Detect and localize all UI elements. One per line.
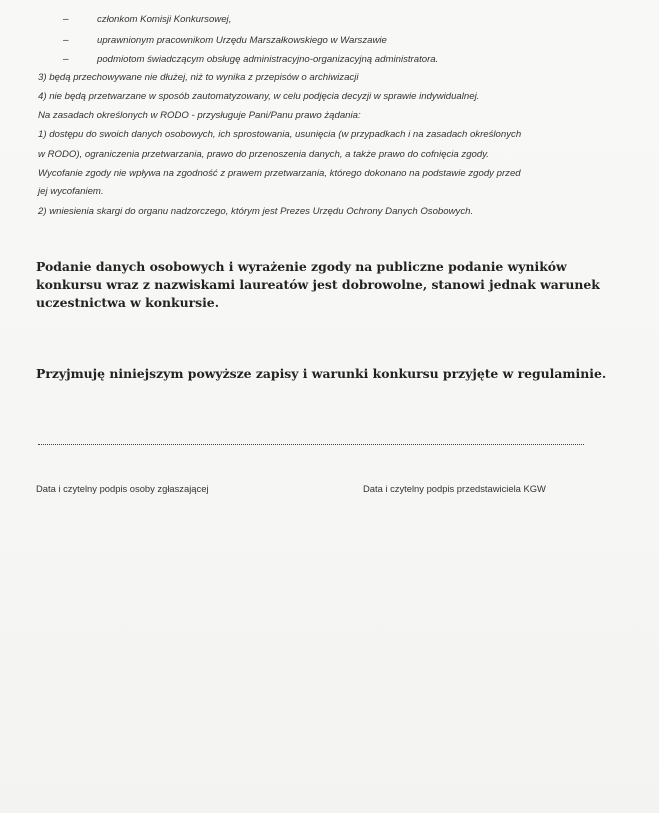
right-1-line: w RODO), ograniczenia przetwarzania, prawo do przenoszenia danych, a także prawo do cofnięcia zgody. (38, 149, 489, 160)
signature-line (38, 444, 584, 445)
acceptance-statement: Przyjmuję niniejszym powyższe zapisy i warunki konkursu przyjęte w regulaminie. (36, 366, 607, 381)
signature-label-left: Data i czytelny podpis osoby zgłaszającej (36, 483, 209, 494)
list-dash: – (63, 14, 69, 25)
consent-line: konkursu wraz z nazwiskami laureatów jest dobrowolne, stanowi jednak warunek (36, 277, 600, 292)
list-item: członkom Komisji Konkursowej, (97, 14, 232, 25)
list-dash: – (63, 35, 69, 46)
right-1-line: 1) dostępu do swoich danych osobowych, ich sprostowania, usunięcia (w przypadkach i na zasadach określonych (38, 129, 522, 140)
consent-line: uczestnictwa w konkursie. (36, 295, 220, 310)
numbered-item-4: 4) nie będą przetwarzane w sposób zautomatyzowany, w celu podjęcia decyzji w sprawie indywidualnej. (38, 91, 480, 102)
list-item: podmiotom świadczącym obsługę administracyjno-organizacyjną administratora. (97, 54, 439, 65)
list-dash: – (63, 54, 69, 65)
right-2: 2) wniesienia skargi do organu nadzorczego, którym jest Prezes Urzędu Ochrony Danych Osobowych. (38, 206, 474, 217)
right-1-line: jej wycofaniem. (38, 186, 104, 197)
rights-intro: Na zasadach określonych w RODO - przysługuje Pani/Panu prawo żądania: (38, 110, 361, 121)
list-item: uprawnionym pracownikom Urzędu Marszałkowskiego w Warszawie (97, 35, 387, 46)
consent-line: Podanie danych osobowych i wyrażenie zgody na publiczne podanie wyników (36, 259, 567, 274)
numbered-item-3: 3) będą przechowywane nie dłużej, niż to wynika z przepisów o archiwizacji (38, 72, 359, 83)
signature-label-right: Data i czytelny podpis przedstawiciela KGW (363, 483, 546, 494)
right-1-line: Wycofanie zgody nie wpływa na zgodność z prawem przetwarzania, którego dokonano na podstawie zgody przed (38, 168, 521, 179)
